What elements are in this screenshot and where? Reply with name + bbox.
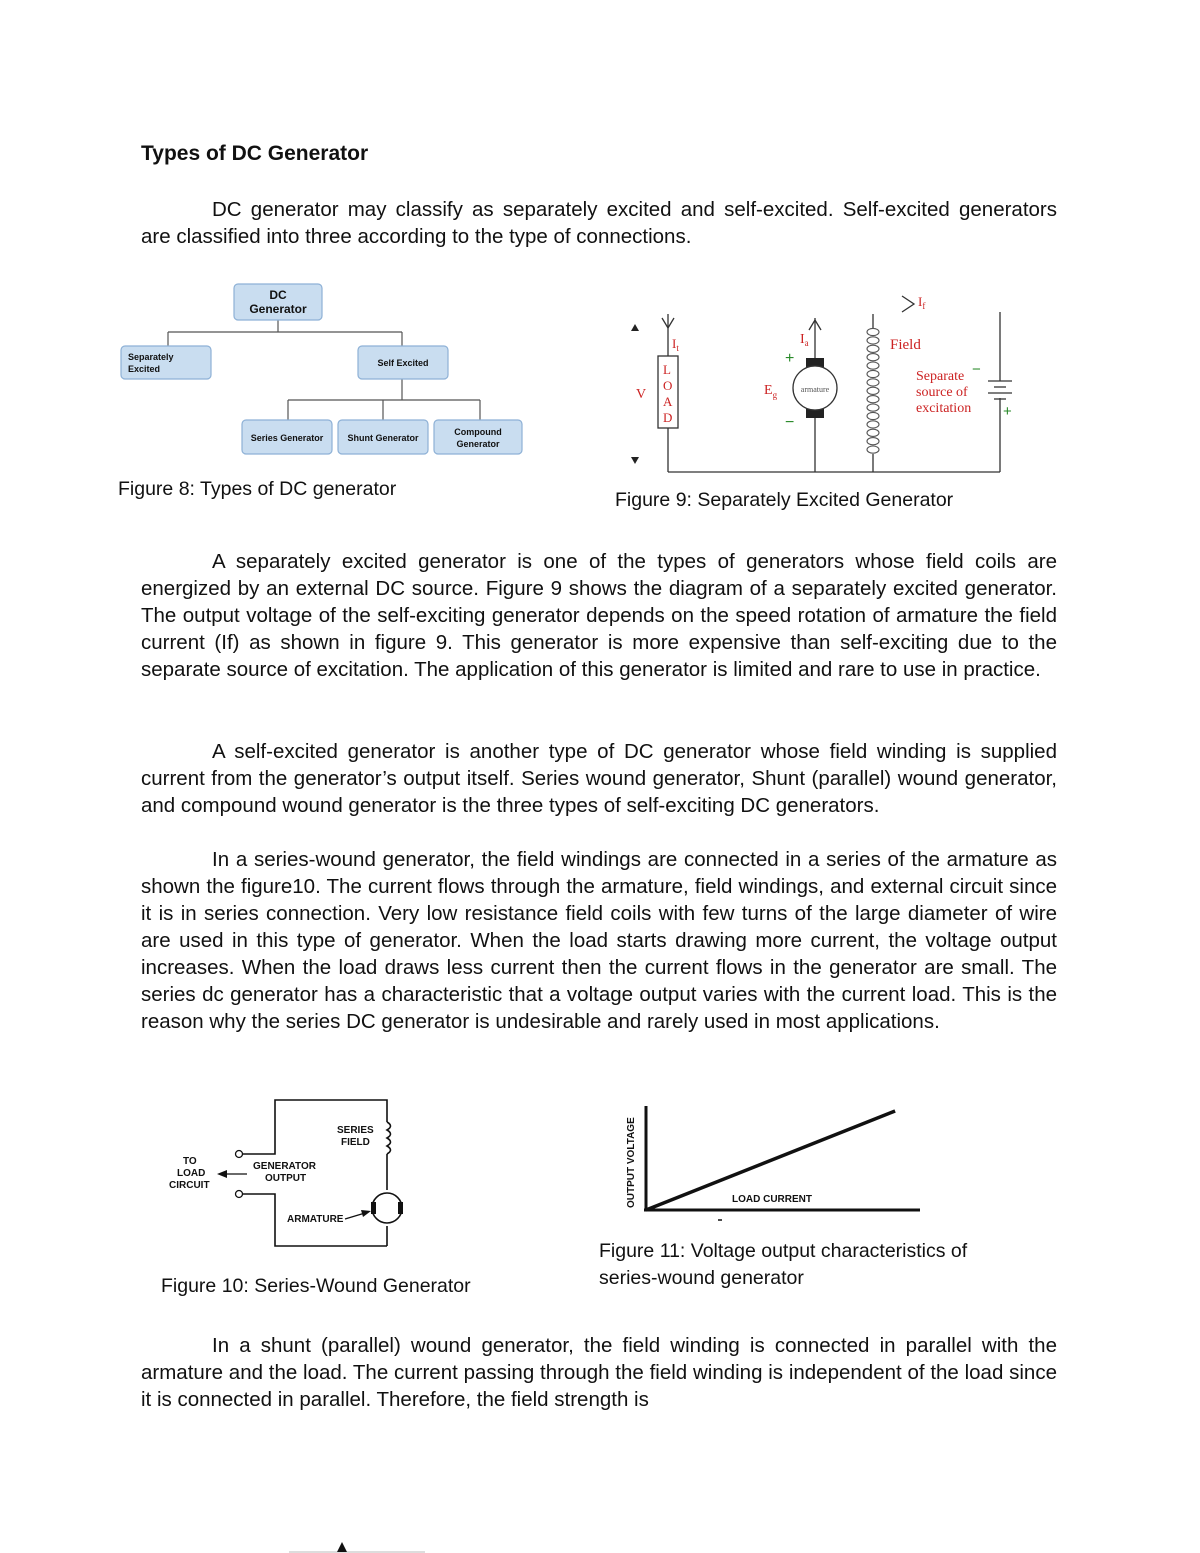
field-coil-loop: [867, 370, 879, 377]
intro-text: DC generator may classify as separately excited and self-excited. Self-excited generators are classified into three according to the type of connections.: [141, 198, 1057, 248]
f9-arm-plus: +: [785, 350, 795, 367]
y-axis-label: OUTPUT VOLTAGE: [626, 1117, 637, 1208]
field-coil-loop: [867, 354, 879, 361]
f9-armature-label: armature: [800, 385, 830, 394]
figure-11-caption: Figure 11: Voltage output characteristics of series-wound generator: [599, 1240, 968, 1289]
paragraph-series-wound: In a series-wound generator, the field windings are connected in a series of the armature as shown the figure10. The current flows through the armature, field windings, and external circuit since it is in series connection. Very low resistance field coils with few turns of the large diameter of wire are used in this type of generator. When the load starts drawing more current, the voltage output increases. When the load draws less current then the current flows in the generator are small. The series dc generator has a characteristic that a voltage output varies with the current load. This is the reason why the series DC generator is undesirable and rarely used in most applications.: [141, 848, 1057, 1033]
node-dc-generator: [234, 284, 322, 320]
page-heading: Types of DC Generator: [141, 142, 369, 165]
field-coil-loop: [867, 421, 879, 428]
svg-text:TO: TO: [183, 1156, 197, 1167]
svg-text:OUTPUT: OUTPUT: [265, 1173, 307, 1184]
figure-9-diagram: [620, 286, 1020, 481]
f9-eg-label: $E_g$: [764, 383, 778, 400]
svg-text:source of: source of: [916, 385, 968, 400]
paragraph-self-excited: A self-excited generator is another type of DC generator whose field winding is supplied current from the generator’s output itself. Series wound generator, Shunt (parallel) wound generator, and compound wound generator is the three types of self-exciting DC generators.: [141, 740, 1057, 817]
f9-arm-minus: −: [785, 414, 795, 431]
svg-text:D: D: [663, 410, 673, 425]
field-coil-loop: [867, 429, 879, 436]
figure-9-caption: Figure 9: Separately Excited Generator: [615, 489, 954, 511]
svg-text:O: O: [663, 378, 673, 393]
svg-text:GENERATOR: GENERATOR: [253, 1161, 316, 1172]
svg-text:Separate: Separate: [916, 369, 965, 384]
svg-text:Generator: Generator: [249, 302, 307, 316]
field-coil-loop: [867, 387, 879, 394]
svg-text:A: A: [663, 394, 673, 409]
node-shunt-generator: [338, 420, 428, 454]
figure-10-diagram: [165, 1092, 415, 1252]
svg-text:Self Excited: Self Excited: [377, 358, 429, 368]
svg-text:LOAD: LOAD: [177, 1168, 206, 1179]
figure-8-diagram: [118, 280, 528, 465]
node-compound-generator: [434, 420, 522, 454]
svg-text:Generator: Generator: [456, 439, 500, 449]
f9-field-label: Field: [890, 337, 921, 353]
f9-bat-plus: +: [1003, 403, 1012, 420]
f9-bat-minus: −: [972, 361, 981, 378]
node-series-generator: [242, 420, 332, 454]
field-coil-loop: [867, 446, 879, 453]
field-coil-loop: [867, 362, 879, 369]
field-coil-loop: [867, 379, 879, 386]
svg-text:DC: DC: [269, 288, 287, 302]
f9-v-label: V: [636, 387, 647, 402]
svg-text:Separately: Separately: [128, 352, 174, 362]
x-axis-label: LOAD CURRENT: [732, 1194, 812, 1205]
svg-text:Compound: Compound: [454, 427, 502, 437]
svg-text:SERIES: SERIES: [337, 1125, 374, 1136]
figure-8-caption: Figure 8: Types of DC generator: [118, 478, 397, 500]
field-coil-loop: [867, 438, 879, 445]
field-coil-loop: [867, 412, 879, 419]
f9-it-label: $I_t$: [672, 336, 679, 353]
node-self-excited: [358, 346, 448, 379]
svg-text:ARMATURE: ARMATURE: [287, 1214, 344, 1225]
intro-paragraph: [141, 196, 1057, 250]
svg-text:Shunt Generator: Shunt Generator: [347, 433, 419, 443]
svg-text:Series Generator: Series Generator: [250, 433, 324, 443]
field-coil-loop: [867, 396, 879, 403]
paragraph-shunt-wound: In a shunt (parallel) wound generator, the field winding is connected in parallel with the armature and the load. The current passing through the field winding is independent of the load since it is connected in parallel. Therefore, the field strength is: [141, 1334, 1057, 1411]
f9-if-label: $I_f$: [918, 294, 926, 311]
paragraph-separately-excited: A separately excited generator is one of the types of generators whose field coils are energized by an external DC source. Figure 9 shows the diagram of a separately excited generator. The output voltage of the self-exciting generator depends on the speed rotation of armature the field current (If) as shown in figure 9. This generator is more expensive than self-exciting due to the separate source of excitation. The application of this generator is limited and rare to use in practice.: [141, 550, 1057, 681]
svg-text:Excited: Excited: [128, 364, 161, 374]
f9-ia-label: $I_a$: [800, 332, 809, 348]
svg-text:FIELD: FIELD: [341, 1137, 370, 1148]
field-coil-loop: [867, 345, 879, 352]
field-coil-loop: [867, 404, 879, 411]
figure-10-caption: Figure 10: Series-Wound Generator: [161, 1275, 471, 1297]
node-separately-excited: [121, 346, 211, 379]
figure-11-chart: [620, 1100, 930, 1230]
svg-text:CIRCUIT: CIRCUIT: [169, 1180, 210, 1191]
field-coil-loop: [867, 328, 879, 335]
svg-text:L: L: [663, 362, 671, 377]
field-coil-loop: [867, 337, 879, 344]
next-figure-partial: [285, 1540, 435, 1553]
svg-text:excitation: excitation: [916, 401, 972, 416]
